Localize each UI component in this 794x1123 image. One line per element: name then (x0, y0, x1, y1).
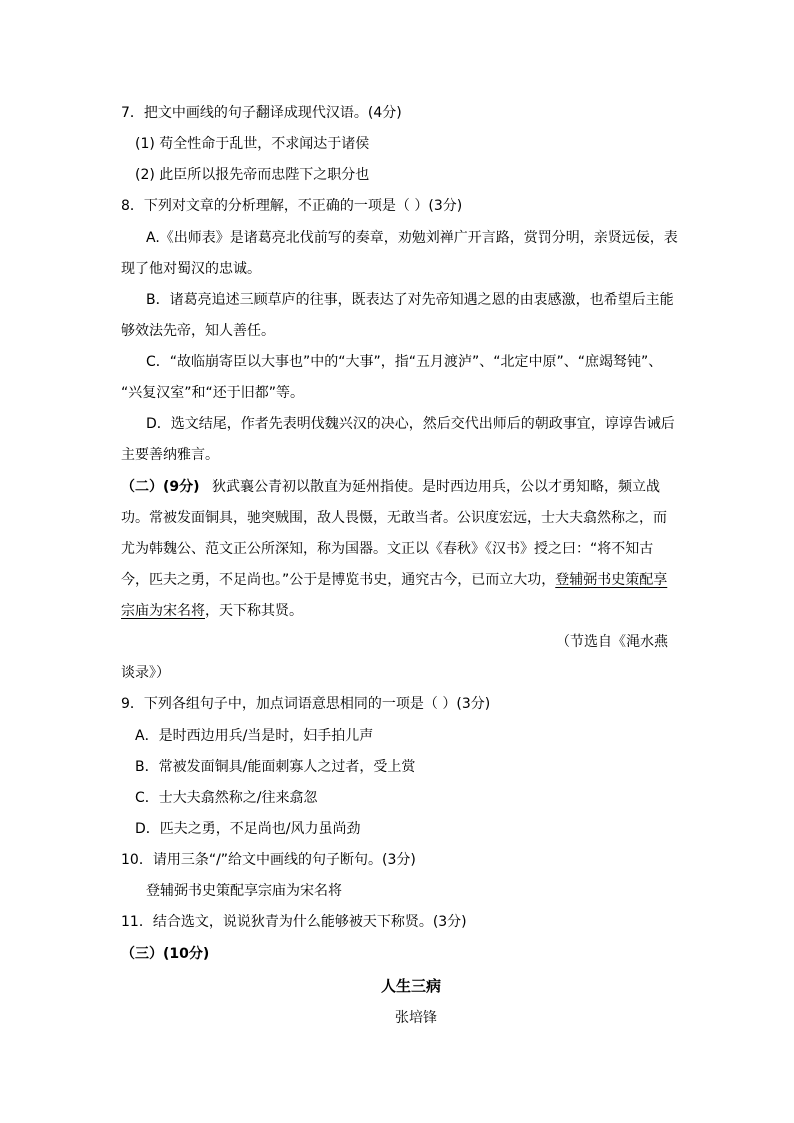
q9-stem: 9．下列各组句子中，加点词语意思相同的一项是（ ）(3分) (121, 696, 491, 712)
underlined-sentence-part1: 登辅弼书史策配享 (555, 572, 668, 588)
essay-title: 人生三病 (381, 977, 442, 995)
q10-sentence: 登辅弼书史策配享宗庙为宋名将 (146, 883, 342, 899)
q8-option-b-line2: 够效法先帝，知人善任。 (121, 323, 275, 339)
section-2-passage-line3: 尤为韩魏公、范文正公所深知，称为国器。文正以《春秋》《汉书》授之曰：“将不知古 (121, 541, 654, 557)
section-2-passage-line1 (121, 477, 660, 497)
section-2-passage-line5 (121, 601, 303, 621)
q7-stem: 7．把文中画线的句子翻译成现代汉语。(4分) (121, 105, 402, 121)
q7-item-1: (1) 苟全性命于乱世，不求闻达于诸侯 (135, 136, 370, 152)
passage-source-line2: 谈录》） (121, 665, 170, 681)
section-2-heading: （二）(9分) (121, 479, 200, 495)
q8-option-a-line2: 现了他对蜀汉的忠诚。 (121, 261, 261, 277)
section-2-passage-line4 (121, 570, 667, 590)
q8-option-b-line1: B．诸葛亮追述三顾草庐的往事，既表达了对先帝知遇之恩的由衷感激，也希望后主能 (146, 292, 674, 308)
q7-item-2: (2) 此臣所以报先帝而忠陛下之职分也 (135, 167, 370, 183)
q8-stem: 8．下列对文章的分析理解，不正确的一项是（ ）(3分) (121, 198, 463, 214)
q8-option-d-line2: 主要善纳雅言。 (121, 447, 219, 463)
q9-option-c: C．士大夫翕然称之/往来翕忽 (135, 790, 318, 806)
q8-option-a-line1: A.《出师表》是诸葛亮北伐前写的奏章，劝勉刘禅广开言路，赏罚分明，亲贤远佞，表 (146, 230, 678, 246)
passage-text: 狄武襄公青初以散直为延州指使。是时西边用兵，公以才勇知略，频立战 (212, 479, 660, 495)
q8-option-c-line2: “兴复汉室”和“还于旧都”等。 (121, 385, 305, 401)
q10-stem: 10．请用三条“/”给文中画线的句子断句。(3分) (121, 852, 416, 868)
q8-option-c-line1: C．“故临崩寄臣以大事也”中的“大事”，指“五月渡泸”、“北定中原”、“庶竭驽钝”、 (146, 354, 663, 370)
section-2-passage-line2: 功。常被发面铜具，驰突贼围，敌人畏慑，无敢当者。公识度宏远，士大夫翕然称之，而 (121, 510, 667, 526)
section-3-heading: （三）(10分) (121, 946, 210, 962)
q9-option-d: D．匹夫之勇，不足尚也/风力虽尚劲 (135, 821, 361, 837)
q9-option-a: A．是时西边用兵/当是时，妇手拍儿声 (135, 728, 374, 744)
q8-option-d-line1: D．选文结尾，作者先表明伐魏兴汉的决心，然后交代出师后的朝政事宜，谆谆告诫后 (146, 416, 675, 432)
passage-text: 今，匹夫之勇，不足尚也。”公于是博览书史，通究古今，已而立大功， (121, 572, 556, 588)
q9-option-b: B．常被发面铜具/能面刺寡人之过者，受上赏 (135, 759, 416, 775)
passage-text: ，天下称其贤。 (205, 603, 303, 619)
passage-source-line1: （节选自《渑水燕 (556, 634, 668, 650)
q11-stem: 11．结合选文，说说狄青为什么能够被天下称贤。(3分) (121, 914, 467, 930)
underlined-sentence-part2: 宗庙为宋名将 (121, 603, 205, 619)
essay-author: 张培锋 (395, 1010, 437, 1026)
